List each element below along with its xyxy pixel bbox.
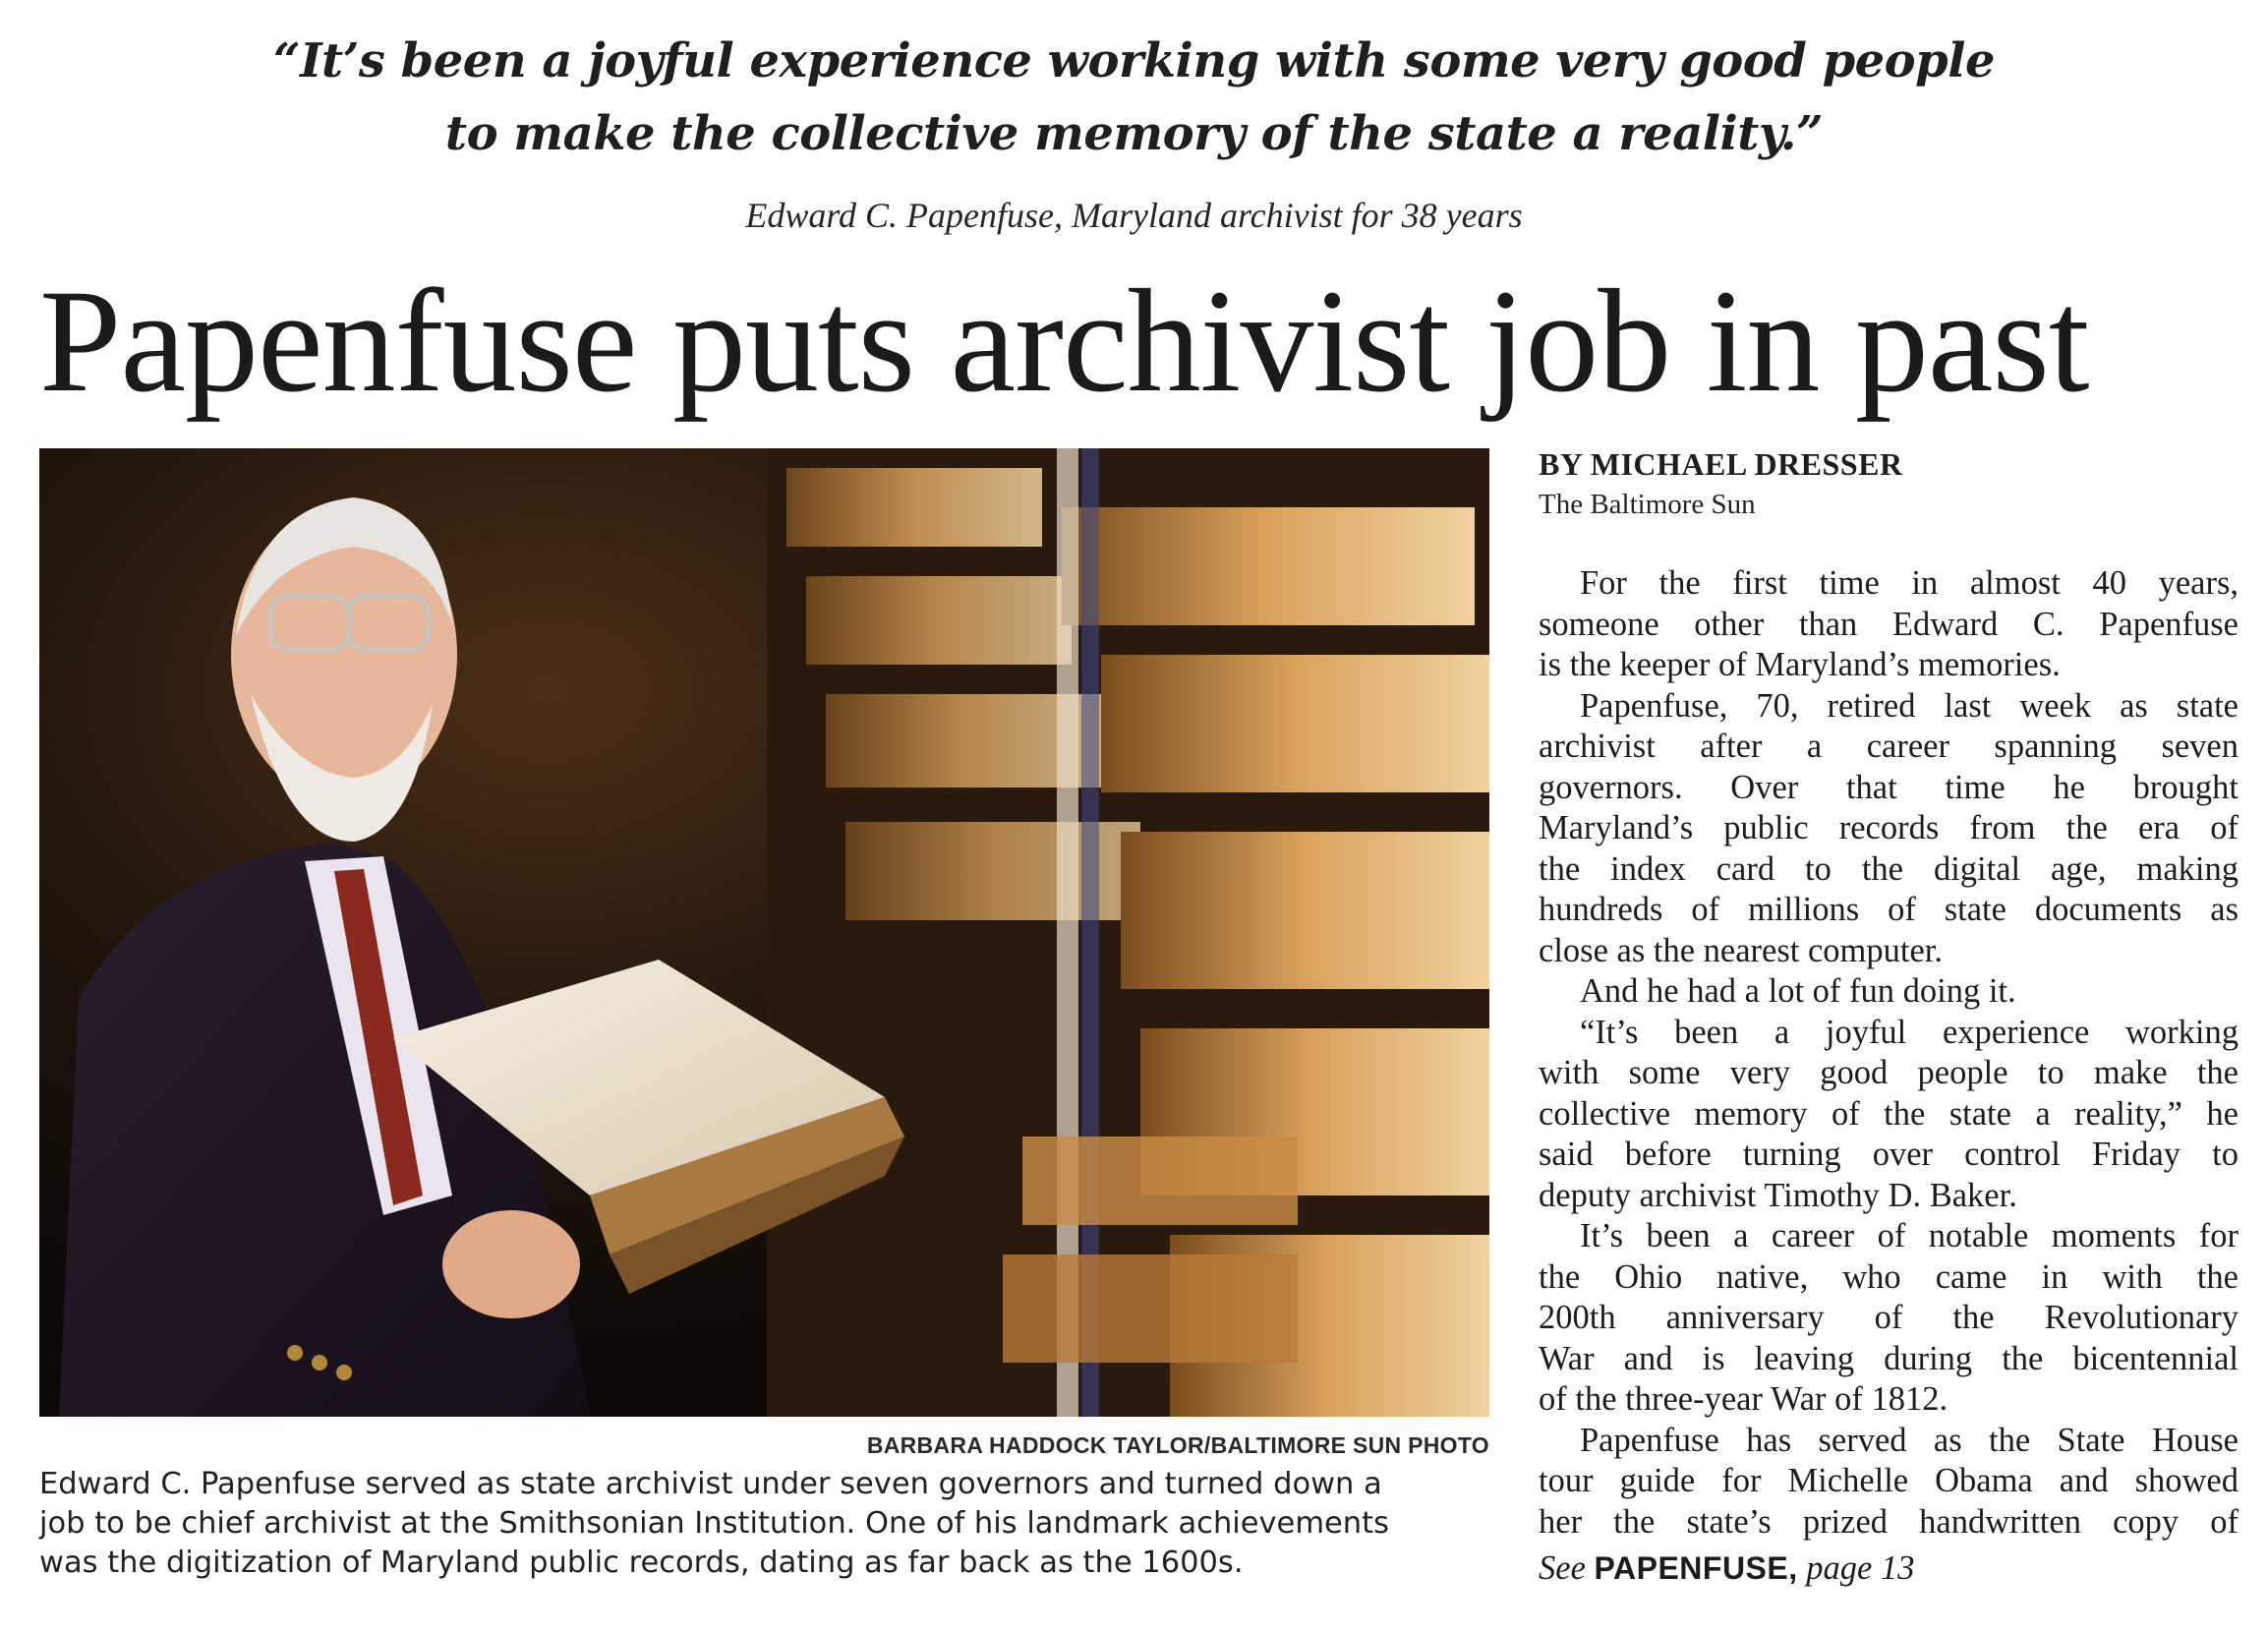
caption-line: was the digitization of Maryland public records, dating as far back as the 1600s. xyxy=(39,1546,1244,1580)
article-line: Papenfuse has served as the State House xyxy=(1580,1421,2239,1459)
article-line: is the keeper of Maryland’s memories. xyxy=(1539,646,2061,683)
article-line: It’s been a career of notable moments for xyxy=(1580,1217,2239,1254)
caption-line: job to be chief archivist at the Smithsonian Institution. One of his landmark achievements xyxy=(39,1506,1389,1541)
byline-author: BY MICHAEL DRESSER xyxy=(1539,446,1903,482)
jump-see: See xyxy=(1539,1549,1586,1587)
article-line: with some very good people to make the xyxy=(1539,1054,2239,1091)
article-line: And he had a lot of fun doing it. xyxy=(1580,972,2016,1010)
article-line: the index card to the digital age, making xyxy=(1539,849,2239,888)
caption-line: Edward C. Papenfuse served as state archivist under seven governors and turned down a xyxy=(39,1467,1382,1501)
photo-credit: BARBARA HADDOCK TAYLOR/BALTIMORE SUN PHOTO xyxy=(866,1432,1489,1458)
continued-jump-link[interactable] xyxy=(1539,1547,1914,1589)
article-line: someone other than Edward C. Papenfuse xyxy=(1539,605,2239,643)
article-line: tour guide for Michelle Obama and showed xyxy=(1539,1462,2239,1499)
byline-outlet: The Baltimore Sun xyxy=(1539,489,1756,520)
pull-quote-line-2: to make the collective memory of the state a reality.” xyxy=(444,106,1824,161)
article-line: “It’s been a joyful experience working xyxy=(1580,1013,2239,1051)
article-line: of the three-year War of 1812. xyxy=(1539,1380,1948,1418)
article-line: governors. Over that time he brought xyxy=(1539,768,2239,806)
article-line: hundreds of millions of state documents as xyxy=(1539,891,2239,928)
article-line: close as the nearest computer. xyxy=(1539,931,1943,969)
article-line: collective memory of the state a reality,” he xyxy=(1539,1094,2239,1133)
article-line: her the state’s prized handwritten copy of xyxy=(1539,1502,2239,1541)
article-line: the Ohio native, who came in with the xyxy=(1539,1257,2239,1296)
article-line: said before turning over control Friday to xyxy=(1539,1136,2239,1173)
pull-quote-line-1: “It’s been a joyful experience working with some very good people xyxy=(272,33,1996,88)
article-body xyxy=(1539,563,2239,1543)
article-line: archivist after a career spanning seven xyxy=(1539,728,2239,765)
jump-page: page 13 xyxy=(1806,1549,1915,1587)
article-line: War and is leaving during the bicentennial xyxy=(1539,1339,2239,1377)
article-line: Maryland’s public records from the era of xyxy=(1539,809,2239,846)
article-line: 200th anniversary of the Revolutionary xyxy=(1539,1299,2239,1336)
article-photo xyxy=(39,448,1489,1417)
pull-quote-attribution: Edward C. Papenfuse, Maryland archivist for 38 years xyxy=(745,196,1523,235)
headline: Papenfuse puts archivist job in past xyxy=(39,260,2089,423)
article-line: Papenfuse, 70, retired last week as state xyxy=(1580,686,2239,725)
article-line: For the first time in almost 40 years, xyxy=(1580,564,2239,602)
jump-story-name: PAPENFUSE, xyxy=(1594,1550,1798,1586)
photo-caption xyxy=(39,1465,1494,1583)
archivist-photo-illustration xyxy=(39,448,1489,1417)
article-line: deputy archivist Timothy D. Baker. xyxy=(1539,1176,2017,1214)
